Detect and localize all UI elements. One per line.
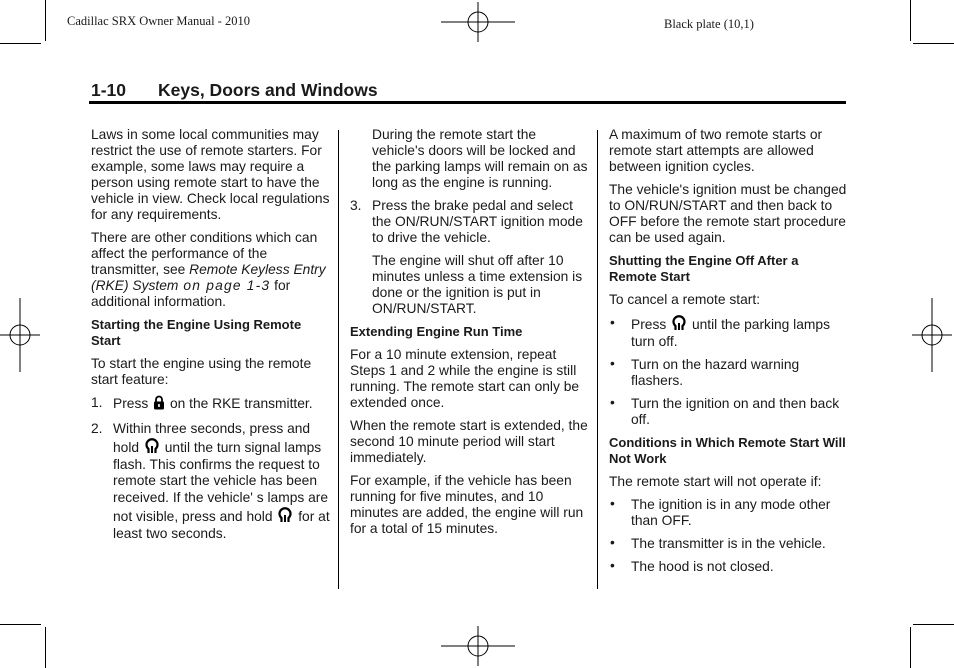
remote-start-icon [671, 315, 687, 331]
registration-mark-icon [0, 298, 40, 372]
paragraph: For example, if the vehicle has been running for five minutes, and 10 minutes are added, the engine will run for a total of 15 minutes. [350, 473, 584, 536]
crop-mark [45, 627, 46, 668]
lock-icon [153, 395, 165, 410]
crop-mark [913, 624, 954, 625]
title-rule [89, 101, 846, 104]
paragraph: The engine will shut off after 10 minutes unless a time extension is done or the ignition is put in ON/RUN/START. [372, 253, 583, 316]
subheading: Shutting the Engine Off After a Remote Start [609, 253, 799, 284]
cross-reference-link[interactable]: Remote Keyless Entry (RKE) System on page 1-3 [91, 262, 326, 293]
paragraph: A maximum of two remote starts or remote start attempts are allowed between ignition cycles. [609, 127, 823, 174]
manual-title: Cadillac SRX Owner Manual - 2010 [67, 14, 250, 28]
registration-mark-icon [912, 298, 952, 372]
column-3 [609, 127, 849, 582]
list-item: • Press until the parking lamps turn off. [610, 315, 830, 349]
list-item: • Turn the ignition on and then back off. [610, 395, 840, 427]
column-divider [338, 130, 339, 589]
paragraph: The vehicle's ignition must be changed to ON/RUN/START and then back to OFF before the remote start procedure can be used again. [609, 182, 847, 245]
subheading: Starting the Engine Using Remote Start [91, 317, 302, 348]
column-divider [597, 130, 598, 589]
paragraph: For a 10 minute extension, repeat Steps 1 and 2 while the engine is still running. The remote start can only be extended once. [350, 347, 580, 410]
plate-label: Black plate (10,1) [664, 17, 754, 31]
step-item: 3. Press the brake pedal and select the ON/RUN/START ignition mode to drive the vehicle. [350, 198, 583, 245]
crop-mark [910, 627, 911, 668]
step-item: 2. Within three seconds, press and hold until the turn signal lamps flash. This confirms the request to remote start the vehicle has been received. If the vehicle' s lamps are not visible, press and hold for at least two seconds. [91, 421, 330, 541]
step-item: 1. Press on the RKE transmitter. [91, 395, 313, 411]
subheading: Extending Engine Run Time [350, 324, 523, 339]
crop-mark [0, 43, 41, 44]
crop-mark [913, 43, 954, 44]
column-1 [91, 127, 331, 550]
paragraph: The remote start will not operate if: [609, 474, 822, 489]
crop-mark [0, 624, 41, 625]
list-item: • Turn on the hazard warning flashers. [610, 356, 800, 388]
list-item: • The hood is not closed. [610, 558, 774, 574]
registration-mark-icon [441, 2, 515, 42]
remote-start-icon [277, 507, 293, 523]
registration-mark-icon [441, 626, 515, 666]
list-item: • The ignition is in any mode other than OFF. [610, 496, 831, 528]
subheading: Conditions in Which Remote Start Will Not Work [609, 435, 846, 466]
crop-mark [45, 0, 46, 41]
remote-start-icon [144, 438, 160, 454]
paragraph: During the remote start the vehicle's doors will be locked and the parking lamps will remain on as long as the engine is running. [372, 127, 588, 190]
paragraph: Laws in some local communities may restrict the use of remote starters. For example, some laws may require a person using remote start to have the vehicle in view. Check local regulations for any requirements. [91, 127, 330, 222]
section-title: Keys, Doors and Windows [158, 80, 378, 100]
paragraph: There are other conditions which can affect the performance of the transmitter, see Remote Keyless Entry (RKE) System on page 1-3 for additional information. [91, 230, 326, 309]
section-heading [91, 80, 378, 101]
column-2 [350, 127, 590, 544]
crop-mark [910, 0, 911, 41]
list-item: • The transmitter is in the vehicle. [610, 535, 826, 551]
page-number: 1-10 [91, 80, 127, 100]
paragraph: To start the engine using the remote start feature: [91, 356, 312, 387]
paragraph: When the remote start is extended, the second 10 minute period will start immediately. [350, 418, 588, 465]
paragraph: To cancel a remote start: [609, 292, 761, 307]
